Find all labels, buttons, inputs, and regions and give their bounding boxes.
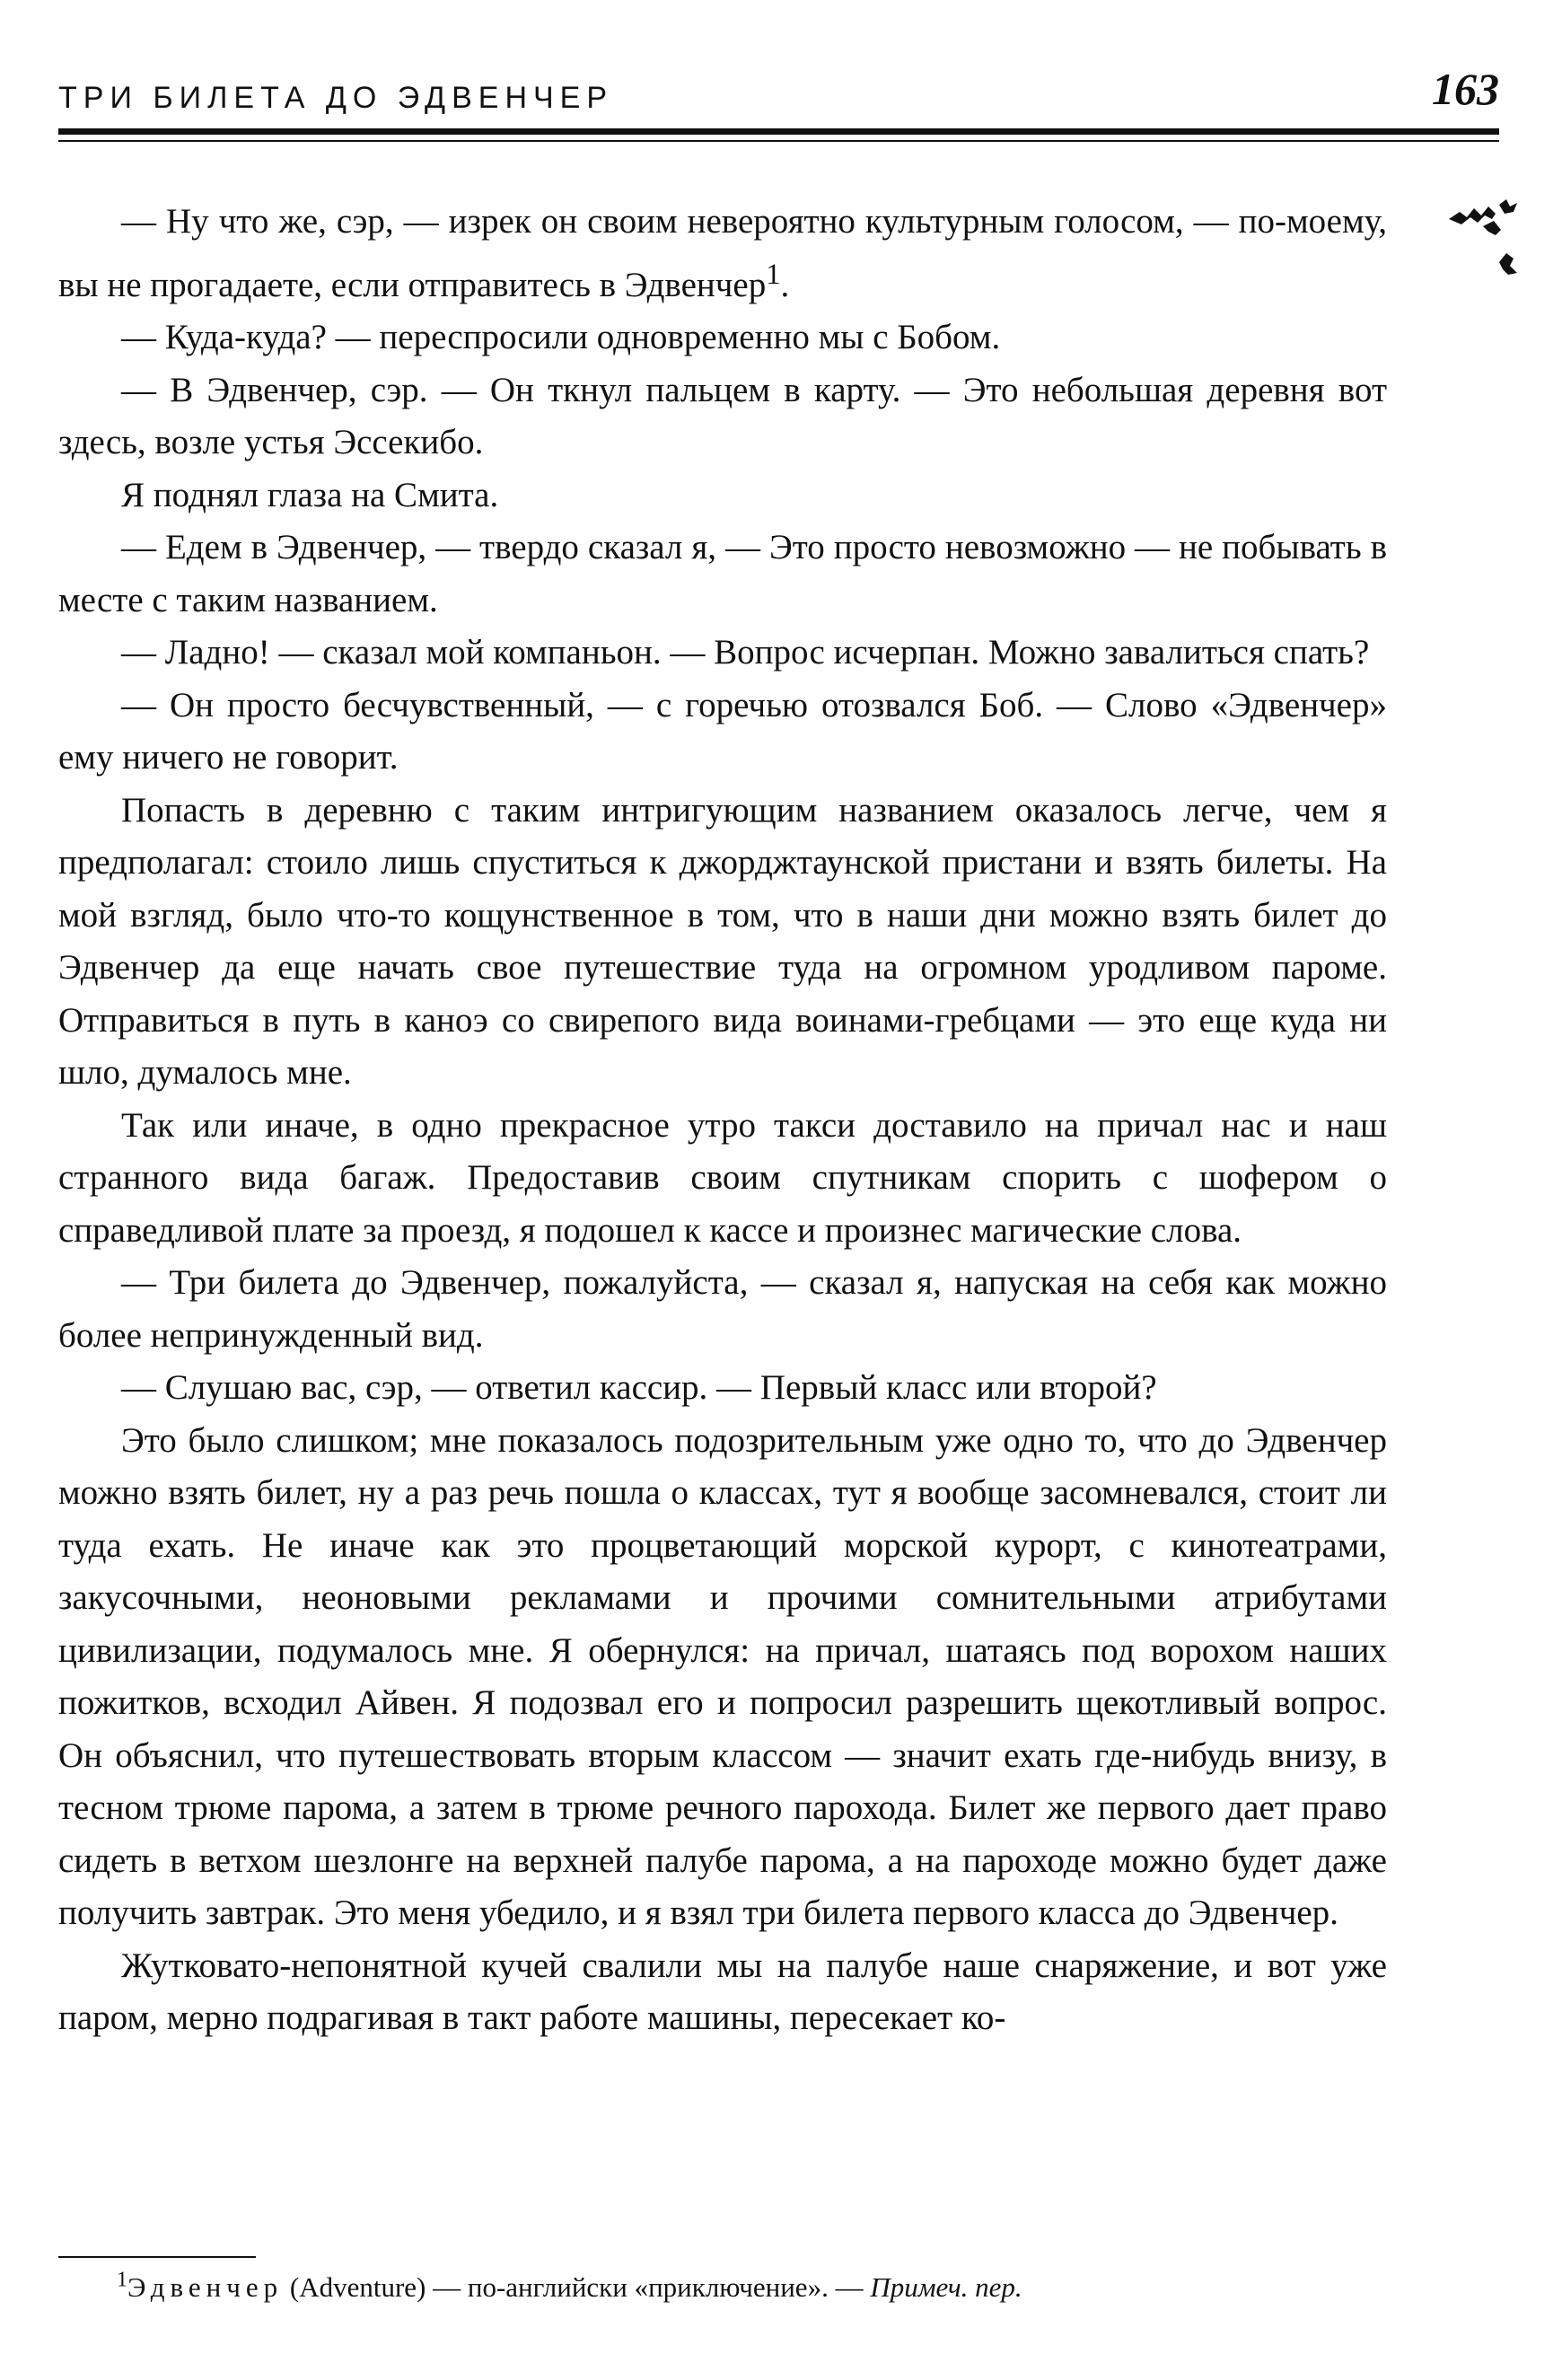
footnote-ref[interactable]: 1: [766, 258, 781, 291]
page-header: [58, 63, 1499, 135]
paragraph: Попасть в деревню с таким интригующим названием оказалось легче, чем я предполагал: стоило лишь спуститься к джорджтаунской пристани и взять билеты. На мой взгляд, было что-то кощунственное в том, что в наши дни можно взять билет до Эдвенчер да еще начать свое путешествие туда на огромном уродливом пароме. Отправиться в путь в каноэ со свирепого вида воинами-гребцами — это еще куда ни шло, думалось мне.: [58, 790, 1387, 1092]
body-text: [58, 196, 1387, 2045]
footnote-number: 1: [117, 2268, 127, 2292]
paragraph: — Едем в Эдвенчер, — твердо сказал я, — Это просто невозможно — не побывать в месте с таким названием.: [58, 528, 1387, 619]
footnote-rule: [58, 2256, 256, 2258]
paragraph: — В Эдвенчер, сэр. — Он ткнул пальцем в карту. — Это небольшая деревня вот здесь, возле устья Эссекибо.: [58, 370, 1387, 461]
paragraph: Так или иначе, в одно прекрасное утро такси доставило на причал нас и наш странного вида багаж. Предоставив своим спутникам спорить с шофером о справедливой плате за проезд, я подошел к кассе и произнес магические слова.: [58, 1105, 1387, 1250]
footnote-term: Эдвенчер: [127, 2271, 284, 2303]
footnote: [117, 2270, 1391, 2305]
paragraph: — Ладно! — сказал мой компаньон. — Вопрос исчерпан. Можно завалиться спать?: [121, 633, 1370, 672]
header-rule-thin: [58, 140, 1499, 142]
header-rule-thick: [58, 128, 1499, 135]
paragraph: — Три билета до Эдвенчер, пожалуйста, — сказал я, напуская на себя как можно более непринужденный вид.: [58, 1263, 1387, 1355]
paragraph: — Куда-куда? — переспросили одновременно мы с Бобом.: [121, 318, 1001, 356]
footnote-explanation: — по-английски «приключение». —: [433, 2271, 864, 2303]
footnote-note: Примеч. пер.: [870, 2271, 1022, 2303]
running-title: ТРИ БИЛЕТА ДО ЭДВЕНЧЕР: [58, 81, 614, 115]
paragraph: Жутковато-непонятной кучей свалили мы на палубе наше снаряжение, и вот уже паром, мерно подрагивая в такт работе машины, пересекает ко-: [58, 1945, 1387, 2037]
paragraph: Это было слишком; мне показалось подозрительным уже одно то, что до Эдвенчер можно взять билет, ну а раз речь пошла о классах, тут я вообще засомневался, стоит ли туда ехать. Не иначе как это процветающий морской курорт, с кинотеатрами, закусочными, неоновыми рекламами и прочими сомнительными атрибутами цивилизации, подумалось мне. Я обернулся: на причал, шатаясь под ворохом наших пожитков, всходил Айвен. Я подозвал его и попросил разрешить щекотливый вопрос. Он объяснил, что путешествовать вторым классом — значит ехать где-нибудь внизу, в тесном трюме парома, а затем в трюме речного парохода. Билет же первого дает право сидеть в ветхом шезлонге на верхней палубе парома, а на пароходе можно будет даже получить завтрак. Это меня убедило, и я взял три билета первого класса до Эдвенчер.: [58, 1420, 1387, 1932]
paragraph: — Он просто бесчувственный, — с горечью отозвался Боб. — Слово «Эдвенчер» ему ничего не говорит.: [58, 685, 1387, 777]
bird-flock-icon: [1447, 199, 1519, 298]
paragraph: — Слушаю вас, сэр, — ответил кассир. — Первый класс или второй?: [121, 1368, 1157, 1407]
page-number: 163: [1432, 64, 1499, 114]
paragraph: — Ну что же, сэр, — изрек он своим невероятно культурным голосом, — по-моему, вы не прогадаете, если отправитесь в Эдвенчер$^1$.: [58, 202, 1387, 304]
paragraph: Я поднял глаза на Смита.: [121, 475, 499, 514]
footnote-original: (Adventure): [289, 2271, 426, 2303]
